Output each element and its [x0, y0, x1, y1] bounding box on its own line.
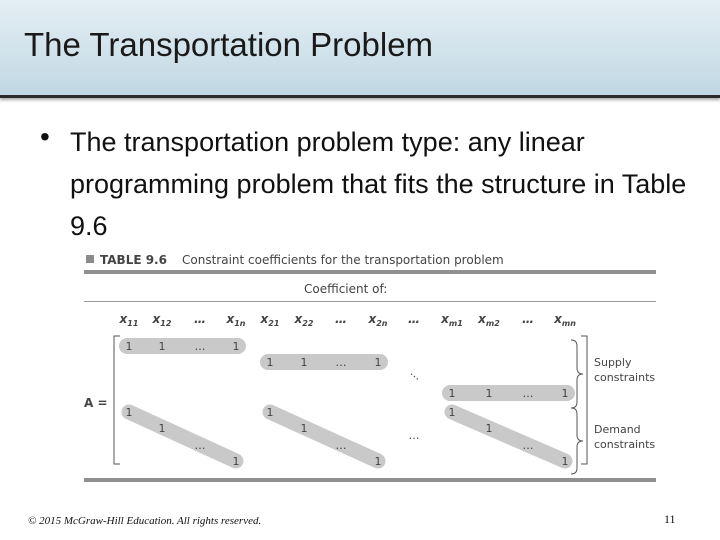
demand-dots-2: … [522, 439, 534, 452]
demand-one-1-3: 1 [374, 455, 382, 468]
footer-copyright: © 2015 McGraw-Hill Education. All rights reserved. [28, 515, 262, 527]
supply-one-2-3: 1 [561, 387, 569, 400]
col-header-1: $x_{12}$ [152, 312, 172, 328]
caption-square-icon [86, 255, 94, 263]
supply-one-2-0: 1 [448, 387, 456, 400]
table-9-6-figure [84, 247, 658, 483]
matrix-label: A = [84, 396, 108, 410]
table-caption: Constraint coefficients for the transportation problem [182, 253, 504, 267]
bottom-rule [84, 478, 656, 482]
bullet-marker: • [40, 121, 50, 152]
demand-label-1: Demand [594, 423, 641, 436]
right-bracket [581, 336, 587, 464]
coef-header: Coefficient of: [304, 282, 388, 296]
bullet-text: The transportation problem type: any linear programming problem that fits the structure in Table 9.6 [70, 127, 687, 241]
supply-label-2: constraints [594, 371, 656, 384]
left-bracket [114, 336, 120, 464]
header-rule [84, 301, 656, 302]
demand-one-0-1: 1 [158, 422, 166, 435]
demand-one-0-3: 1 [232, 455, 240, 468]
demand-dots-0: … [194, 439, 206, 452]
col-header-7: $x_{2n}$ [368, 312, 388, 328]
supply-one-0-3: 1 [232, 340, 240, 353]
title-underline [0, 95, 720, 98]
supply-label-1: Supply [594, 356, 632, 369]
col-header-8: … [408, 312, 420, 326]
col-header-3: $x_{1n}$ [226, 312, 246, 328]
supply-one-1-1: 1 [300, 356, 308, 369]
col-header-11: … [522, 312, 534, 326]
top-rule [84, 270, 656, 274]
demand-one-1-1: 1 [300, 422, 308, 435]
supply-dots-0: … [194, 340, 206, 353]
supply-one-1-0: 1 [266, 356, 274, 369]
demand-band-1 [270, 412, 378, 461]
supply-one-2-1: 1 [485, 387, 493, 400]
demand-one-1-0: 1 [266, 406, 274, 419]
supply-band-1 [260, 354, 388, 370]
supply-diagonal-dots: … [407, 365, 425, 383]
supply-one-0-1: 1 [158, 340, 166, 353]
supply-band-2 [442, 385, 575, 401]
supply-dots-1: … [335, 356, 347, 369]
demand-dots-1: … [335, 439, 347, 452]
col-header-4: $x_{21}$ [260, 312, 280, 328]
supply-band-0 [119, 338, 246, 354]
demand-one-2-1: 1 [485, 422, 493, 435]
col-header-6: … [335, 312, 347, 326]
col-header-12: $x_{mn}$ [554, 312, 576, 328]
supply-one-1-3: 1 [374, 356, 382, 369]
demand-band-0 [129, 412, 236, 461]
demand-middle-dots: … [408, 429, 420, 442]
demand-one-2-0: 1 [448, 406, 456, 419]
col-header-5: $x_{22}$ [294, 312, 314, 328]
table-label: TABLE 9.6 [100, 253, 167, 267]
col-header-0: $x_{11}$ [119, 312, 139, 328]
supply-one-0-0: 1 [125, 340, 133, 353]
slide-title: The Transportation Problem [24, 26, 434, 63]
col-header-2: … [194, 312, 206, 326]
supply-dots-2: … [522, 387, 534, 400]
col-header-10: $x_{m2}$ [478, 312, 500, 328]
page-number: 11 [664, 512, 676, 526]
demand-one-2-3: 1 [561, 455, 569, 468]
demand-band-2 [452, 412, 565, 461]
demand-one-0-0: 1 [125, 406, 133, 419]
col-header-9: $x_{m1}$ [441, 312, 463, 328]
demand-label-2: constraints [594, 438, 656, 451]
